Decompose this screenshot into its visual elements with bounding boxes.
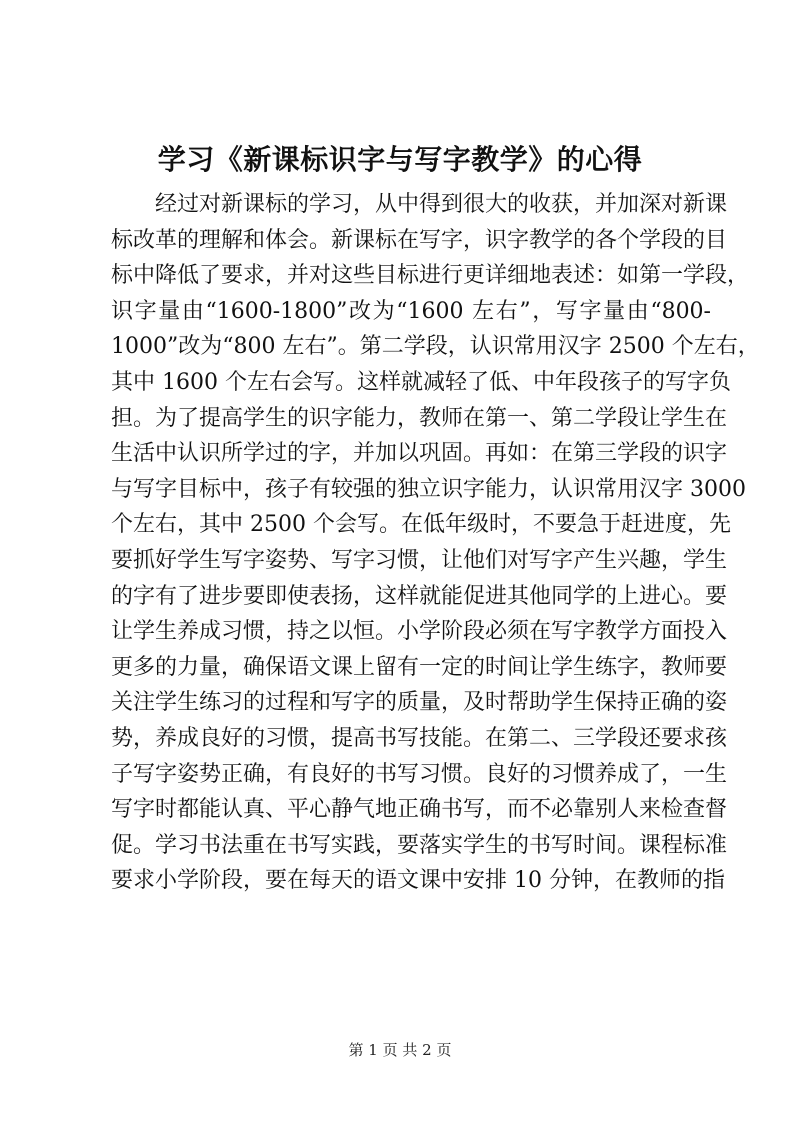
document-title: 学习《新课标识字与写字教学》的心得 bbox=[157, 143, 643, 176]
body-line: 识字量由“1600-1800”改为“1600 左右”，写字量由“800- bbox=[111, 298, 711, 324]
body-line: 与写字目标中，孩子有较强的独立识字能力，认识常用汉字 3000 bbox=[111, 476, 746, 502]
document-body bbox=[111, 187, 760, 899]
body-line: 写字时都能认真、平心静气地正确书写，而不必靠别人来检查督 bbox=[111, 797, 728, 823]
body-line: 标中降低了要求，并对这些目标进行更详细地表述：如第一学段， bbox=[111, 263, 750, 289]
body-line: 子写字姿势正确，有良好的书写习惯。良好的习惯养成了，一生 bbox=[111, 761, 728, 787]
body-line: 促。学习书法重在书写实践，要落实学生的书写时间。课程标准 bbox=[111, 832, 728, 858]
body-line: 的字有了进步要即使表扬，这样就能促进其他同学的上进心。要 bbox=[111, 583, 728, 609]
body-line: 关注学生练习的过程和写字的质量，及时帮助学生保持正确的姿 bbox=[111, 690, 728, 716]
body-line: 个左右，其中 2500 个会写。在低年级时，不要急于赶进度，先 bbox=[111, 512, 731, 538]
body-line: 其中 1600 个左右会写。这样就减轻了低、中年段孩子的写字负 bbox=[111, 369, 731, 395]
page-number-footer: 第 1 页 共 2 页 bbox=[348, 1041, 452, 1059]
body-line: 要抓好学生写字姿势、写字习惯，让他们对写字产生兴趣，学生 bbox=[111, 547, 728, 573]
body-line: 经过对新课标的学习，从中得到很大的收获，并加深对新课 bbox=[155, 192, 728, 217]
body-line: 让学生养成习惯，持之以恒。小学阶段必须在写字教学方面投入 bbox=[111, 619, 728, 645]
body-line: 担。为了提高学生的识字能力，教师在第一、第二学段让学生在 bbox=[111, 405, 728, 431]
body-line: 标改革的理解和体会。新课标在写字，识字教学的各个学段的目 bbox=[111, 227, 728, 253]
body-line: 生活中认识所学过的字，并加以巩固。再如：在第三学段的识字 bbox=[111, 441, 728, 467]
body-line: 1000”改为“800 左右”。第二学段，认识常用汉字 2500 个左右， bbox=[111, 334, 760, 360]
body-line: 势，养成良好的习惯，提高书写技能。在第二、三学段还要求孩 bbox=[111, 725, 728, 751]
body-line: 要求小学阶段，要在每天的语文课中安排 10 分钟，在教师的指 bbox=[111, 868, 725, 894]
body-line: 更多的力量，确保语文课上留有一定的时间让学生练字，教师要 bbox=[111, 654, 728, 680]
